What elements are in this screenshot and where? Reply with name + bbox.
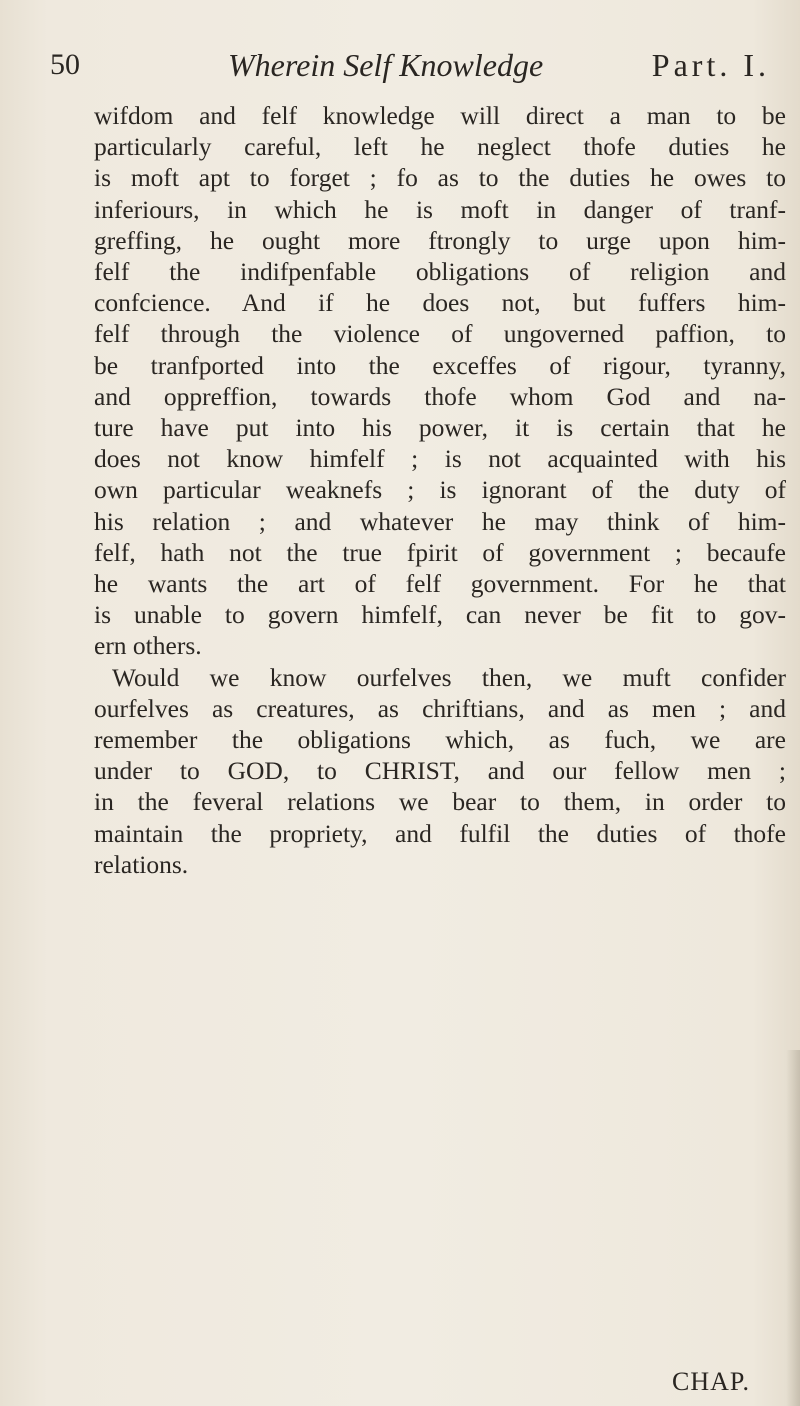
text-line: and oppreffion, towards thofe whom God and na- bbox=[94, 381, 786, 411]
text-line: inferiours, in which he is moft in danger of tranf- bbox=[94, 194, 786, 224]
part-label: Part. I. bbox=[651, 47, 770, 83]
text-line: does not know himfelf ; is not acquainted with his bbox=[94, 444, 786, 474]
text-line: ourfelves as creatures, as chriftians, and as men ; and bbox=[94, 693, 786, 723]
running-head bbox=[50, 40, 770, 90]
running-head-title: Wherein Self Knowledge bbox=[228, 47, 544, 83]
text-line: ture have put into his power, it is certain that he bbox=[94, 413, 786, 443]
text-line: felf, hath not the true fpirit of government ; becaufe bbox=[94, 537, 786, 567]
text-line: particularly careful, left he neglect thofe duties he bbox=[94, 132, 786, 162]
text-line: felf the indifpenfable obligations of religion and bbox=[94, 257, 786, 287]
text-line: own particular weaknefs ; is ignorant of the duty of bbox=[94, 475, 786, 505]
text-line: under to GOD, to CHRIST, and our fellow men ; bbox=[94, 756, 786, 786]
text-line: remember the obligations which, as fuch, we are bbox=[94, 725, 786, 755]
text-line: is unable to govern himfelf, can never be fit to gov- bbox=[94, 600, 786, 630]
text-line: be tranfported into the exceffes of rigour, tyranny, bbox=[94, 350, 786, 380]
catchword: CHAP. bbox=[672, 1367, 750, 1396]
text-line: ern others. bbox=[94, 631, 202, 661]
text-line: Would we know ourfelves then, we muft confider bbox=[112, 662, 786, 692]
page-number: 50 bbox=[50, 48, 80, 81]
body-text bbox=[94, 100, 786, 880]
text-line: his relation ; and whatever he may think of him- bbox=[94, 506, 786, 536]
text-line: he wants the art of felf government. For he that bbox=[94, 569, 786, 599]
text-line: wifdom and felf knowledge will direct a man to be bbox=[94, 101, 786, 130]
text-line: relations. bbox=[94, 849, 189, 879]
text-line: felf through the violence of ungoverned paffion, to bbox=[94, 319, 786, 349]
page-edge-shadow bbox=[786, 1050, 800, 1406]
text-line: maintain the propriety, and fulfil the duties of thofe bbox=[94, 818, 786, 848]
text-line: greffing, he ought more ftrongly to urge upon him- bbox=[94, 225, 786, 255]
text-line: in the feveral relations we bear to them, in order to bbox=[94, 787, 786, 817]
text-line: is moft apt to forget ; fo as to the duties he owes to bbox=[94, 163, 786, 193]
text-line: confcience. And if he does not, but fuffers him- bbox=[94, 288, 786, 318]
